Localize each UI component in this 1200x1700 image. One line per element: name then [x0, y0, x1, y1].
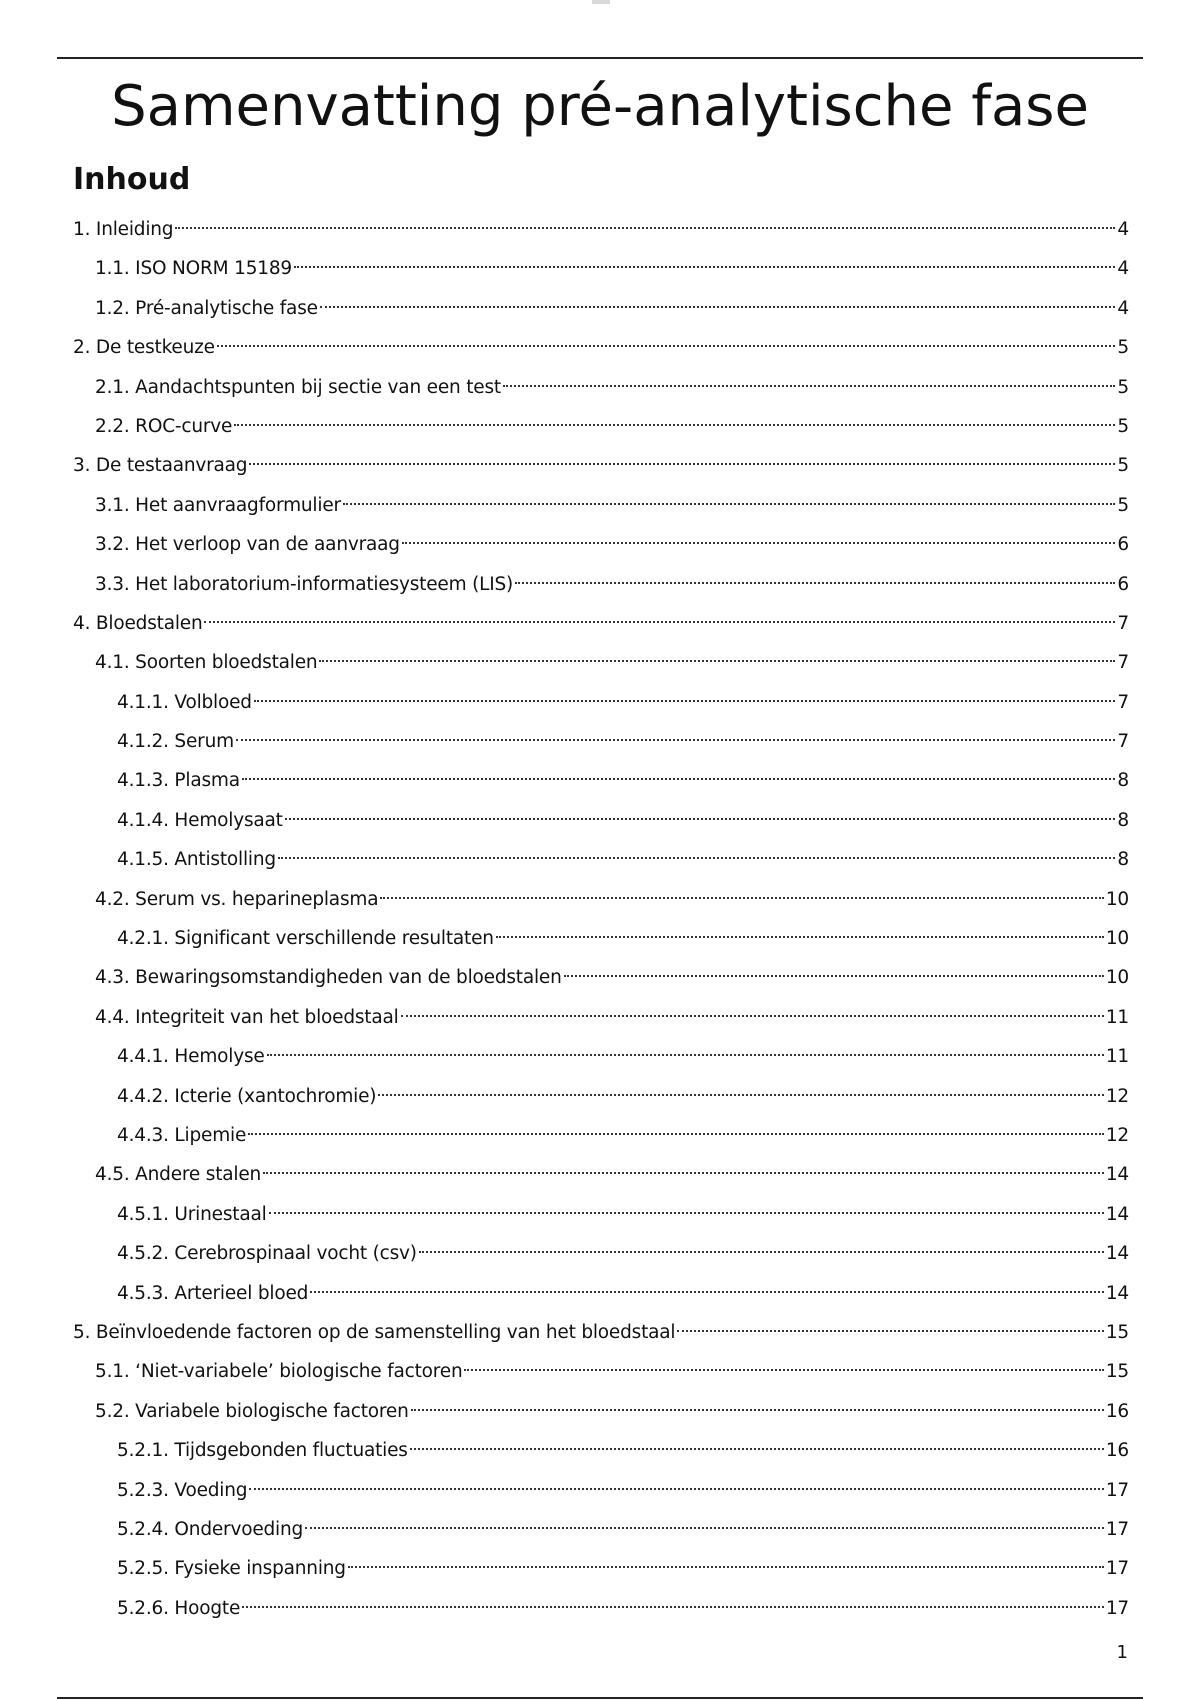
toc-entry-page: 5 — [1117, 376, 1129, 398]
toc-dot-leader — [515, 582, 1115, 584]
page-number: 1 — [1116, 1642, 1128, 1663]
toc-entry-label: 1. Inleiding — [73, 219, 174, 240]
toc-dot-leader — [401, 1015, 1104, 1017]
toc-entry-page: 17 — [1105, 1479, 1129, 1501]
toc-dot-leader — [411, 1409, 1104, 1411]
toc-entry[interactable] — [73, 685, 1129, 724]
table-of-contents — [73, 212, 1129, 1630]
toc-entry-label: 4. Bloedstalen — [73, 612, 203, 634]
toc-entry[interactable] — [73, 763, 1129, 802]
toc-entry-label: 4.1.2. Serum — [117, 731, 234, 753]
toc-entry[interactable] — [73, 1197, 1129, 1236]
toc-entry-label: 2.1. Aandachtspunten bij sectie van een test — [95, 376, 501, 398]
toc-dot-leader — [254, 700, 1116, 702]
toc-entry[interactable] — [73, 251, 1129, 290]
toc-dot-leader — [234, 424, 1115, 426]
toc-entry[interactable] — [73, 1591, 1129, 1630]
toc-dot-leader — [503, 385, 1115, 387]
toc-entry-label: 4.1.5. Antistolling — [117, 849, 276, 871]
toc-dot-leader — [249, 1488, 1104, 1490]
toc-entry-label: 4.5.3. Arterieel bloed — [117, 1282, 309, 1304]
toc-entry-label: 1.1. ISO NORM 15189 — [95, 258, 292, 280]
toc-entry-page: 11 — [1105, 1006, 1129, 1028]
toc-entry-label: 4.1.4. Hemolysaat — [117, 809, 283, 831]
toc-dot-leader — [464, 1369, 1103, 1371]
toc-entry-label: 5.2.6. Hoogte — [117, 1597, 241, 1619]
toc-entry[interactable] — [73, 409, 1129, 448]
toc-entry-page: 15 — [1105, 1361, 1129, 1383]
toc-entry-label: 4.4.2. Icterie (xantochromie) — [117, 1085, 377, 1107]
toc-entry-label: 3.1. Het aanvraagformulier — [95, 494, 341, 516]
toc-entry[interactable] — [73, 1276, 1129, 1315]
toc-entry-page: 7 — [1117, 652, 1129, 674]
toc-entry-page: 11 — [1105, 1046, 1129, 1068]
toc-entry-page: 17 — [1105, 1597, 1129, 1619]
toc-entry-page: 17 — [1105, 1518, 1129, 1540]
toc-dot-leader — [348, 1566, 1104, 1568]
toc-entry[interactable] — [73, 567, 1129, 606]
toc-dot-leader — [402, 542, 1116, 544]
toc-dot-leader — [564, 975, 1104, 977]
toc-entry[interactable] — [73, 291, 1129, 330]
toc-entry-page: 17 — [1105, 1558, 1129, 1580]
toc-entry-page: 10 — [1105, 888, 1129, 910]
toc-dot-leader — [242, 778, 1116, 780]
toc-entry[interactable] — [73, 1079, 1129, 1118]
toc-entry-page: 16 — [1105, 1440, 1129, 1462]
toc-entry-label: 4.4.3. Lipemie — [117, 1124, 247, 1146]
toc-entry-label: 5.2.4. Ondervoeding — [117, 1518, 304, 1540]
toc-entry-page: 8 — [1117, 770, 1129, 792]
toc-dot-leader — [677, 1330, 1104, 1332]
toc-entry[interactable] — [73, 370, 1129, 409]
toc-entry-page: 16 — [1105, 1400, 1129, 1422]
document-title: Samenvatting pré-analytische fase — [111, 74, 1089, 139]
toc-dot-leader — [217, 345, 1116, 347]
toc-entry-label: 2.2. ROC-curve — [95, 415, 233, 437]
toc-entry-page: 10 — [1105, 967, 1129, 989]
header-rule — [57, 57, 1143, 59]
toc-dot-leader — [204, 621, 1115, 623]
toc-entry-label: 4.1.3. Plasma — [117, 770, 240, 792]
toc-entry-page: 14 — [1105, 1243, 1129, 1265]
toc-entry-page: 14 — [1105, 1164, 1129, 1186]
toc-entry-page: 7 — [1117, 691, 1129, 713]
toc-entry-label: 4.4. Integriteit van het bloedstaal — [95, 1006, 399, 1028]
toc-entry-page: 4 — [1117, 219, 1129, 240]
toc-dot-leader — [305, 1527, 1104, 1529]
toc-entry[interactable] — [73, 1236, 1129, 1275]
toc-entry[interactable] — [73, 212, 1129, 251]
toc-entry[interactable] — [73, 448, 1129, 487]
toc-entry-page: 4 — [1117, 297, 1129, 319]
toc-entry[interactable] — [73, 724, 1129, 763]
toc-entry[interactable] — [73, 527, 1129, 566]
toc-entry-page: 14 — [1105, 1282, 1129, 1304]
toc-entry-page: 8 — [1117, 809, 1129, 831]
toc-dot-leader — [343, 503, 1116, 505]
toc-entry-page: 5 — [1117, 455, 1129, 477]
toc-entry-label: 4.2.1. Significant verschillende resultaten — [117, 928, 494, 950]
toc-entry-label: 4.1. Soorten bloedstalen — [95, 652, 318, 674]
toc-entry-label: 3.3. Het laboratorium-informatiesysteem (LIS) — [95, 573, 514, 595]
toc-dot-leader — [285, 818, 1116, 820]
toc-entry-label: 4.5. Andere stalen — [95, 1164, 262, 1186]
toc-dot-leader — [242, 1606, 1104, 1608]
toc-entry-label: 5.2. Variabele biologische factoren — [95, 1400, 409, 1422]
toc-entry[interactable] — [73, 488, 1129, 527]
toc-heading: Inhoud — [73, 162, 191, 197]
toc-dot-leader — [294, 266, 1115, 268]
toc-entry[interactable] — [73, 1394, 1129, 1433]
toc-entry-label: 5.2.1. Tijdsgebonden fluctuaties — [117, 1440, 408, 1462]
toc-entry-label: 3. De testaanvraag — [73, 455, 248, 477]
toc-entry-label: 5. Beïnvloedende factoren op de samenstelling van het bloedstaal — [73, 1321, 676, 1343]
toc-dot-leader — [380, 897, 1104, 899]
toc-dot-leader — [419, 1251, 1104, 1253]
toc-dot-leader — [249, 463, 1115, 465]
toc-entry-label: 1.2. Pré-analytische fase — [95, 297, 318, 319]
toc-dot-leader — [496, 936, 1104, 938]
toc-entry[interactable] — [73, 1473, 1129, 1512]
toc-entry-page: 15 — [1105, 1321, 1129, 1343]
toc-entry[interactable] — [73, 1039, 1129, 1078]
toc-entry-page: 5 — [1117, 337, 1129, 359]
toc-dot-leader — [248, 1133, 1104, 1135]
toc-dot-leader — [410, 1448, 1104, 1450]
toc-entry-label: 3.2. Het verloop van de aanvraag — [95, 534, 400, 556]
toc-entry[interactable] — [73, 960, 1129, 999]
toc-entry-page: 6 — [1117, 534, 1129, 556]
toc-dot-leader — [320, 306, 1116, 308]
toc-entry-page: 12 — [1105, 1124, 1129, 1146]
toc-dot-leader — [236, 739, 1116, 741]
toc-entry-page: 7 — [1117, 731, 1129, 753]
toc-entry-label: 5.1. ‘Niet-variabele’ biologische factoren — [95, 1361, 463, 1383]
toc-entry-page: 12 — [1105, 1085, 1129, 1107]
toc-dot-leader — [263, 1172, 1104, 1174]
toc-entry[interactable] — [73, 1118, 1129, 1157]
toc-entry-page: 5 — [1117, 494, 1129, 516]
page-top-marker — [592, 0, 610, 4]
toc-entry[interactable] — [73, 330, 1129, 369]
toc-entry-label: 4.4.1. Hemolyse — [117, 1046, 265, 1068]
toc-entry-page: 14 — [1105, 1203, 1129, 1225]
toc-dot-leader — [378, 1094, 1104, 1096]
toc-entry[interactable] — [73, 921, 1129, 960]
toc-entry[interactable] — [73, 842, 1129, 881]
toc-entry[interactable] — [73, 645, 1129, 684]
toc-entry-page: 4 — [1117, 258, 1129, 280]
toc-dot-leader — [267, 1054, 1104, 1056]
toc-dot-leader — [310, 1291, 1104, 1293]
toc-entry[interactable] — [73, 606, 1129, 645]
toc-entry[interactable] — [73, 1315, 1129, 1354]
toc-entry[interactable] — [73, 1551, 1129, 1590]
toc-entry[interactable] — [73, 1000, 1129, 1039]
toc-dot-leader — [269, 1212, 1104, 1214]
toc-entry-label: 5.2.5. Fysieke inspanning — [117, 1558, 346, 1580]
toc-entry-label: 5.2.3. Voeding — [117, 1479, 248, 1501]
toc-entry[interactable] — [73, 803, 1129, 842]
toc-entry[interactable] — [73, 1433, 1129, 1472]
toc-entry-page: 7 — [1117, 612, 1129, 634]
toc-entry[interactable] — [73, 1157, 1129, 1196]
toc-entry-label: 2. De testkeuze — [73, 337, 215, 359]
toc-entry[interactable] — [73, 1512, 1129, 1551]
toc-dot-leader — [319, 660, 1115, 662]
toc-entry-page: 8 — [1117, 849, 1129, 871]
footer-rule — [57, 1697, 1143, 1699]
toc-entry-label: 4.5.1. Urinestaal — [117, 1203, 267, 1225]
toc-entry-label: 4.2. Serum vs. heparineplasma — [95, 888, 379, 910]
toc-entry[interactable] — [73, 882, 1129, 921]
toc-entry-label: 4.5.2. Cerebrospinaal vocht (csv) — [117, 1243, 417, 1265]
toc-dot-leader — [278, 857, 1116, 859]
toc-dot-leader — [175, 227, 1115, 229]
toc-entry-page: 5 — [1117, 415, 1129, 437]
toc-entry-label: 4.1.1. Volbloed — [117, 691, 252, 713]
toc-entry[interactable] — [73, 1354, 1129, 1393]
toc-entry-page: 6 — [1117, 573, 1129, 595]
toc-entry-page: 10 — [1105, 928, 1129, 950]
toc-entry-label: 4.3. Bewaringsomstandigheden van de bloedstalen — [95, 967, 562, 989]
